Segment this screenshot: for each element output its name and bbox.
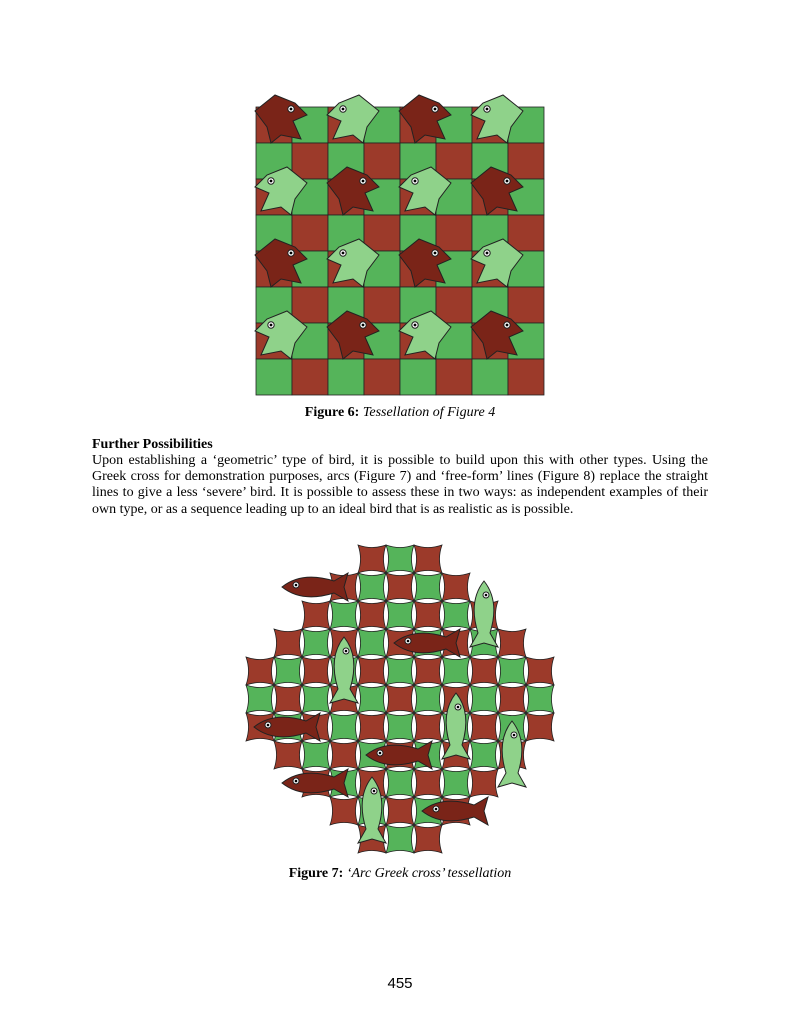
arc-cell [386, 769, 414, 797]
arc-cell [526, 713, 554, 741]
tile-cell [364, 215, 400, 251]
arc-cell [470, 769, 498, 797]
arc-cell [386, 797, 414, 825]
figure-7-image [236, 533, 564, 865]
arc-cell [358, 545, 386, 573]
bird-pupil [290, 108, 293, 111]
arc-cell [330, 741, 358, 769]
arc-cell [386, 545, 414, 573]
arc-cell [358, 657, 386, 685]
tile-cell [364, 359, 400, 395]
fish-pupil [295, 780, 298, 783]
bird-pupil [342, 252, 345, 255]
arc-cell [498, 629, 526, 657]
bird-pupil [342, 108, 345, 111]
figure-7-caption-text: ‘Arc Greek cross’ tessellation [346, 866, 512, 881]
arc-cell [470, 741, 498, 769]
section-heading: Further Possibilities [92, 437, 213, 452]
arc-cell [358, 573, 386, 601]
tile-cell [292, 287, 328, 323]
tile-cell [436, 215, 472, 251]
arc-cell [302, 657, 330, 685]
arc-cell [302, 741, 330, 769]
arc-cell [414, 601, 442, 629]
arc-cell [442, 657, 470, 685]
arc-cell [330, 797, 358, 825]
tile-cell [364, 287, 400, 323]
bird-pupil [434, 252, 437, 255]
tile-cell [508, 359, 544, 395]
tile-cell [292, 143, 328, 179]
arc-cell [414, 573, 442, 601]
fish-pupil [513, 734, 516, 737]
fish-pupil [345, 650, 348, 653]
arc-cell [442, 573, 470, 601]
tile-cell [472, 359, 508, 395]
fish-pupil [457, 706, 460, 709]
tile-cell [328, 359, 364, 395]
tile-cell [292, 215, 328, 251]
arc-cell [470, 657, 498, 685]
bird-pupil [290, 252, 293, 255]
figure-6-caption [0, 405, 800, 421]
arc-cell [358, 601, 386, 629]
figure-6-caption-text: Tessellation of Figure 4 [362, 405, 496, 420]
figure-6-label: Figure 6: [304, 405, 360, 420]
arc-tessellation-graphic [236, 533, 564, 865]
tile-cell [436, 287, 472, 323]
fish-pupil [373, 790, 376, 793]
fish-pupil [485, 594, 488, 597]
tessellation-graphic [236, 72, 564, 402]
arc-cell [414, 685, 442, 713]
bird-pupil [486, 252, 489, 255]
arc-cell [498, 657, 526, 685]
fish-pupil [407, 640, 410, 643]
arc-cell [414, 713, 442, 741]
figure-7-label: Figure 7: [288, 866, 344, 881]
bird-pupil [414, 180, 417, 183]
tile-cell [436, 143, 472, 179]
fish-pupil [435, 808, 438, 811]
arc-cell [526, 685, 554, 713]
arc-cell [330, 713, 358, 741]
arc-cell [358, 685, 386, 713]
arc-cell [526, 657, 554, 685]
tile-cell [256, 359, 292, 395]
arc-cell [414, 825, 442, 853]
arc-cell [358, 713, 386, 741]
tile-cell [508, 215, 544, 251]
arc-cell [386, 657, 414, 685]
arc-cell [386, 713, 414, 741]
arc-cell [442, 601, 470, 629]
tile-cell [400, 359, 436, 395]
fish-pupil [267, 724, 270, 727]
arc-cell [386, 573, 414, 601]
arc-cell [386, 685, 414, 713]
arc-cell [414, 769, 442, 797]
bird-pupil [434, 108, 437, 111]
arc-cell [414, 657, 442, 685]
tile-cell [364, 143, 400, 179]
arc-cell [330, 601, 358, 629]
page-number: 455 [387, 975, 413, 992]
tile-cell [292, 359, 328, 395]
figure-6-image [236, 72, 564, 402]
bird-pupil [270, 180, 273, 183]
bird-pupil [486, 108, 489, 111]
figure-7-caption [0, 866, 800, 882]
arc-cell [442, 769, 470, 797]
bird-pupil [362, 180, 365, 183]
arc-cell [302, 629, 330, 657]
arc-cell [274, 629, 302, 657]
tile-cell [508, 287, 544, 323]
bird-pupil [506, 324, 509, 327]
arc-cell [302, 601, 330, 629]
bird-pupil [362, 324, 365, 327]
arc-cell [274, 685, 302, 713]
arc-cell [302, 685, 330, 713]
arc-cell [358, 629, 386, 657]
fish-pupil [295, 584, 298, 587]
arc-cell [246, 657, 274, 685]
arc-cell [274, 741, 302, 769]
tile-cell [508, 143, 544, 179]
arc-cell [498, 685, 526, 713]
body-paragraph: Upon establishing a ‘geometric’ type of bird, it is possible to build upon this with other types. Using the Greek cross for demonstration purposes, arcs (Figure 7) and ‘free-form’ lines (Figure 8) replace the straight lines to give a less ‘severe’ bird. It is possible to assess these in two ways: as independent examples of their own type, or as a sequence leading up to an ideal bird that is as realistic as is possible. [92, 453, 708, 517]
arc-cell [414, 545, 442, 573]
arc-cell [386, 825, 414, 853]
bird-pupil [270, 324, 273, 327]
arc-cell [274, 657, 302, 685]
bird-pupil [506, 180, 509, 183]
arc-cell [470, 685, 498, 713]
arc-cell [470, 713, 498, 741]
arc-cell [386, 601, 414, 629]
bird-pupil [414, 324, 417, 327]
fish-pupil [379, 752, 382, 755]
tile-cell [436, 359, 472, 395]
arc-cell [246, 685, 274, 713]
